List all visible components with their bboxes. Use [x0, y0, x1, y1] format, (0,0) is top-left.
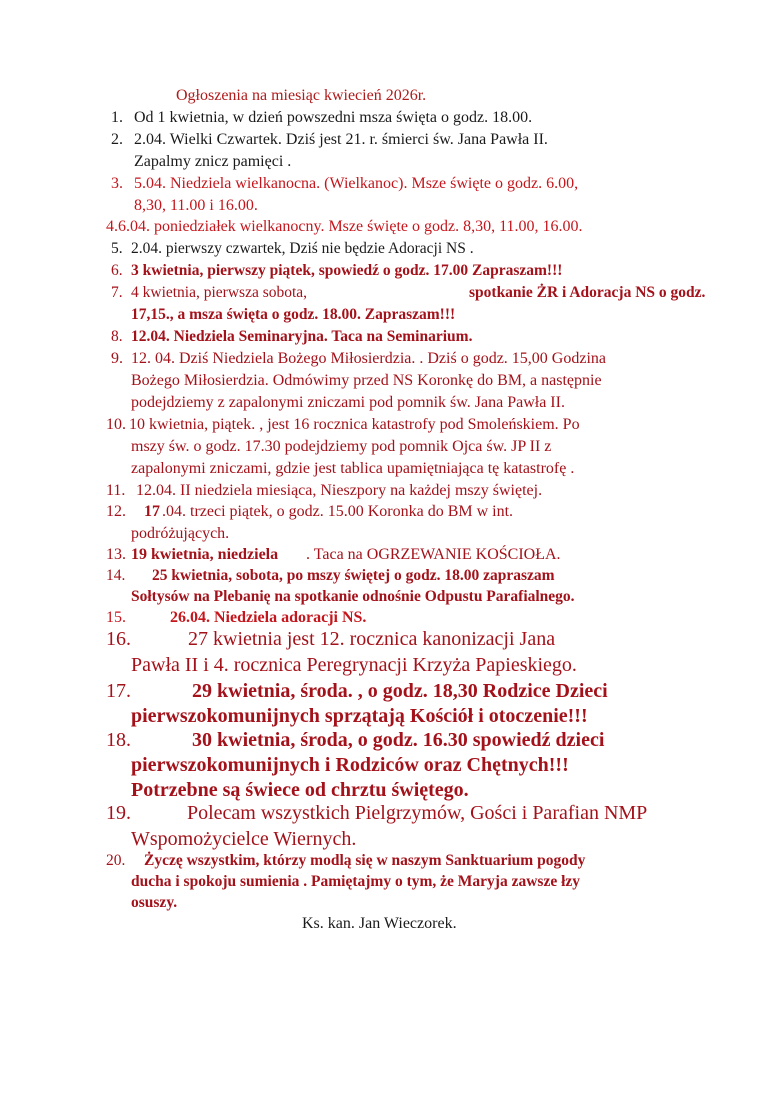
- item-text: 25 kwietnia, sobota, po mszy świętej o godz. 18.00 zapraszam: [152, 567, 555, 584]
- item-text: Wspomożycielce Wiernych.: [131, 828, 357, 850]
- item-number: 15.: [106, 609, 126, 626]
- item-number: 2.: [111, 131, 123, 148]
- item-number: 18.: [106, 729, 131, 751]
- item-number: 5.: [111, 240, 123, 257]
- item-text: ducha i spokoju sumienia . Pamiętajmy o tym, że Maryja zawsze łzy: [131, 873, 581, 890]
- item-text: Potrzebne są świece od chrztu świętego.: [131, 779, 469, 801]
- item-number: 12.: [106, 503, 126, 520]
- item-text: Pawła II i 4. rocznica Peregrynacji Krzyża Papieskiego.: [131, 654, 577, 676]
- item-text: Sołtysów na Plebanię na spotkanie odnośnie Odpustu Parafialnego.: [131, 588, 575, 605]
- item-text: 2.04. Wielki Czwartek. Dziś jest 21. r. śmierci św. Jana Pawła II.: [134, 131, 548, 148]
- item-text: Bożego Miłosierdzia. Odmówimy przed NS Koronkę do BM, a następnie: [131, 372, 602, 389]
- item-text-bold: 19 kwietnia, niedziela: [131, 546, 279, 563]
- item-text: 8,30, 11.00 i 16.00.: [134, 197, 258, 214]
- item-number: 3.: [111, 175, 123, 192]
- item-text: Życzę wszystkim, którzy modlą się w naszym Sanktuarium pogody: [144, 852, 586, 869]
- item-text: 27 kwietnia jest 12. rocznica kanonizacji Jana: [188, 628, 556, 650]
- item-number: 1.: [111, 109, 123, 126]
- document-title: Ogłoszenia na miesiąc kwiecień 2026r.: [176, 87, 427, 104]
- item-number: 6.: [111, 262, 123, 279]
- item-text: podejdziemy z zapalonymi zniczami pod pomnik św. Jana Pawła II.: [131, 394, 565, 411]
- item-text: 10 kwietnia, piątek. , jest 16 rocznica katastrofy pod Smoleńskiem. Po: [129, 416, 580, 433]
- item-text: osuszy.: [131, 894, 178, 911]
- item-text: mszy św. o godz. 17.30 podejdziemy pod pomnik Ojca św. JP II z: [131, 438, 552, 455]
- item-text: 12. 04. Dziś Niedziela Bożego Miłosierdzia. . Dziś o godz. 15,00 Godzina: [131, 350, 606, 367]
- item-text: 26.04. Niedziela adoracji NS.: [170, 609, 367, 626]
- item-text: Polecam wszystkich Pielgrzymów, Gości i Parafian NMP: [187, 802, 648, 824]
- item-number: 11.: [106, 482, 126, 499]
- item-number: 20.: [106, 852, 126, 869]
- item-number: 17.: [106, 680, 131, 702]
- item-number: 14.: [106, 567, 126, 584]
- item-number: 19.: [106, 802, 131, 824]
- item-text: 3 kwietnia, pierwszy piątek, spowiedź o godz. 17.00 Zapraszam!!!: [131, 262, 563, 279]
- item-text: 5.04. Niedziela wielkanocna. (Wielkanoc). Msze święte o godz. 6.00,: [134, 175, 579, 192]
- item-text: 4.6.04. poniedziałek wielkanocny. Msze święte o godz. 8,30, 11.00, 16.00.: [106, 218, 583, 235]
- item-text-bold: 17: [144, 503, 160, 520]
- item-text: 29 kwietnia, środa. , o godz. 18,30 Rodzice Dzieci: [192, 680, 608, 702]
- item-number: 13.: [106, 546, 126, 563]
- item-text: Zapalmy znicz pamięci .: [134, 153, 292, 170]
- item-text: 4 kwietnia, pierwsza sobota,: [131, 284, 308, 301]
- item-text: 12.04. Niedziela Seminaryjna. Taca na Seminarium.: [131, 328, 473, 345]
- item-number: 10.: [106, 416, 126, 433]
- item-text: Od 1 kwietnia, w dzień powszedni msza święta o godz. 18.00.: [134, 109, 533, 126]
- item-text: pierwszokomunijnych i Rodziców oraz Chętnych!!!: [131, 754, 569, 776]
- item-text: podróżujących.: [131, 525, 230, 542]
- item-number: 8.: [111, 328, 123, 345]
- item-text-bold: spotkanie ŻR i Adoracja NS o godz.: [469, 284, 706, 301]
- item-text: 30 kwietnia, środa, o godz. 16.30 spowiedź dzieci: [192, 729, 605, 751]
- item-text: 17,15., a msza święta o godz. 18.00. Zapraszam!!!: [131, 306, 456, 323]
- item-text: .04. trzeci piątek, o godz. 15.00 Koronka do BM w int.: [162, 503, 514, 520]
- item-number: 9.: [111, 350, 123, 367]
- item-text: zapalonymi zniczami, gdzie jest tablica upamiętniająca tę katastrofę .: [131, 460, 575, 477]
- item-text: 2.04. pierwszy czwartek, Dziś nie będzie Adoracji NS .: [131, 240, 474, 257]
- signature: Ks. kan. Jan Wieczorek.: [302, 915, 457, 932]
- item-number: 16.: [106, 628, 131, 650]
- item-number: 7.: [111, 284, 123, 301]
- item-text: . Taca na OGRZEWANIE KOŚCIOŁA.: [306, 546, 561, 563]
- item-text: pierwszokomunijnych sprzątają Kościół i otoczenie!!!: [131, 705, 588, 727]
- item-text: 12.04. II niedziela miesiąca, Nieszpory na każdej mszy świętej.: [136, 482, 543, 499]
